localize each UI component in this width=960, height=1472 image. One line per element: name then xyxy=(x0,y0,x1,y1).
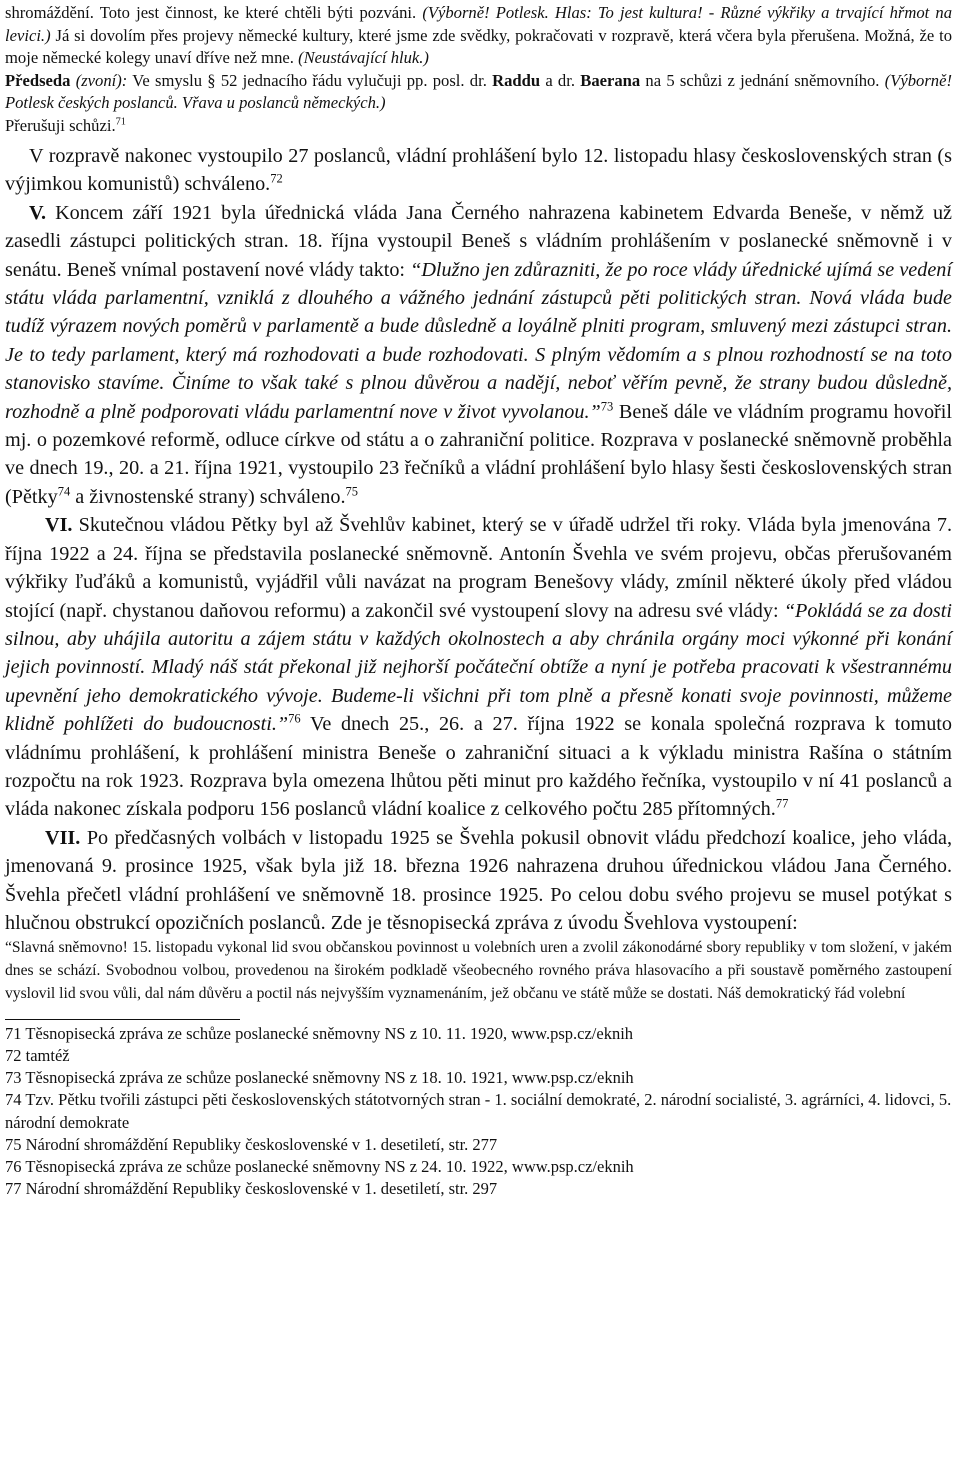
paragraph xyxy=(5,142,952,199)
quotation: “Pokládá se za dosti silnou, aby uhájila autoritu a zájem státu v každých okolnostech a aby chránila orgány moci výkonné při konání jejich povinností. Mladý náš stát překonal již nejhorší počáteční obtíže a nyní je potřeba pracovati k všestrannému upevnění jeho demokratického vývoje. Budeme-li všichni při tom plně a přesně konati svoje povinnosti, můžeme klidně pohlížeti do budoucnosti.” xyxy=(5,599,953,736)
speech-text: a dr. xyxy=(545,70,575,90)
deputy-name: Baerana xyxy=(580,70,641,90)
speech-excerpt xyxy=(5,2,952,137)
speech-text: shromáždění. Toto jest činnost, ke které chtěli býti pozváni. xyxy=(5,3,417,22)
footnote: 71 Těsnopisecká zpráva ze schůze poslanecké sněmovny NS z 10. 11. 1920, www.psp.cz/eknih xyxy=(5,1024,634,1044)
paragraph-text: V rozpravě nakonec vystoupilo 27 poslanců, vládní prohlášení bylo 12. listopadu hlasy československých stran (s výjimkou komunistů) schváleno. xyxy=(5,145,952,196)
speech-interjection: (Výborně! Potlesk. Hlas: To jest kultura! - Různé výkřiky a trvající hřmot na levici.) xyxy=(5,3,952,45)
paragraph-text: a živnostenské strany) schváleno. xyxy=(75,485,346,508)
footnote-ref[interactable]: 75 xyxy=(345,484,359,499)
footnote: 76 Těsnopisecká zpráva ze schůze poslanecké sněmovny NS z 24. 10. 1922, www.psp.cz/eknih xyxy=(5,1156,634,1176)
paragraph xyxy=(5,824,952,938)
footnote-ref[interactable]: 71 xyxy=(115,115,126,127)
footnote-separator xyxy=(5,1019,240,1020)
paragraph-text: Ve dnech 25., 26. a 27. října 1922 se konala společná rozprava k tomuto vládnímu prohlášení, k prohlášení ministra Beneše o zahraniční situaci a k výkladu ministra Rašína o státním rozpočtu na rok 1923. Rozprava byla omezena lhůtou pěti minut pro každého řečníka, vystoupilo v ní 41 poslanců a vláda nakonec získala podporu 156 poslanců vládní koalice z celkového počtu 285 přítomných. xyxy=(5,713,953,821)
speech-interjection: (Výborně! Potlesk českých poslanců. Vřava u poslanců německých.) xyxy=(5,70,952,112)
footnote-ref[interactable]: 77 xyxy=(775,796,789,811)
speech-text: Já si dovolím přes projevy německé kultury, které jsme zde svědky, pokračovati v rozpravě, která včera byla přerušena. Možná, že to moje německé kolegy unaví dříve než mne. xyxy=(5,25,952,67)
paragraph-text: Beneš dále ve vládním programu hovořil mj. o pozemkové reformě, odluce církve od státu a o zahraniční politice. Rozprava v poslanecké sněmovně proběhla ve dnech 19., 20. a 21. října 1921, vystoupilo 23 řečníků a vládní prohlášení bylo hlasy šesti československých stran (Pětky xyxy=(5,400,952,508)
deputy-name: Raddu xyxy=(492,70,541,90)
speech-text: na 5 schůzi z jednání sněmovního. xyxy=(645,70,880,90)
paragraph xyxy=(5,199,952,511)
footnote: 72 tamtéž xyxy=(5,1046,70,1066)
stenographic-quote: “Slavná sněmovno! 15. listopadu vykonal lid svou občanskou povinnost u volebních uren a zvolil zákonodárné sbory republiky v tom složení, v jakém dnes se schází. Svobodnou volbou, provedenou na širokém podkladě všeobecného rovného práva hlasovacího a při soustavě poměrného zastoupení vyslovil lid svou vůli, dal nám důvěru a poctil nás nejvyšším vyznamenáním, jež občanu ve státě může se dostati. Náš demokratický řád volební xyxy=(5,939,952,1002)
speaker-action: (zvoní): xyxy=(75,70,128,90)
footnote: 77 Národní shromáždění Republiky československé v 1. desetiletí, str. 297 xyxy=(5,1178,498,1198)
speaker-name: Předseda xyxy=(5,70,71,90)
speech-text: Přerušuji schůzi. xyxy=(5,115,116,135)
quotation: “Dlužno jen zdůrazniti, že po roce vlády úřednické ujímá se vedení státu vláda parlamentní, vzniklá z dlouhého a vážného jednání zástupců pěti politických stran. Nová vláda bude tudíž výrazem nových poměrů v parlamentě a bude důsledně a loyálně plniti program, smluvený mezi zástupci stran. Je to tedy parlament, který má rozhodovati a bude rozhodovati. S plným vědomím a s plnou rozhodností se na toto stanovisko stavíme. Činíme to však také s plnou důvěrou a nadějí, neboť věřím pevně, že strany budou důsledně, rozhodně a plně podporovati vládu parlamentní nove v život vyvolanou.” xyxy=(5,258,952,423)
paragraph xyxy=(5,511,952,823)
speech-text: Ve smyslu § 52 jednacího řádu vylučuji pp. posl. dr. xyxy=(132,70,487,90)
section-numeral: VI. xyxy=(45,514,73,537)
footnote-ref[interactable]: 73 xyxy=(600,398,614,413)
footnotes xyxy=(5,1023,952,1200)
footnote-ref[interactable]: 74 xyxy=(57,484,71,499)
footnote: 75 Národní shromáždění Republiky československé v 1. desetiletí, str. 277 xyxy=(5,1134,498,1154)
section-numeral: V. xyxy=(29,201,47,224)
section-numeral: VII. xyxy=(45,826,81,849)
footnote-ref[interactable]: 72 xyxy=(270,171,283,186)
paragraph-text: Skutečnou vládou Pětky byl až Švehlův kabinet, který se v úřadě udržel tři roky. Vláda byla jmenována 7. října 1922 a 24. října se představila poslanecké sněmovně. Antonín Švehla ve svém projevu, občas přerušovaném výkřiky ľuďáků a komunistů, vyjádřil vůli navázat na program Benešovy vlády, zmínil některé úkoly před vládou stojící (např. chystanou daňovou reformu) a zakončil své vystoupení slovy na adresu své vlády: xyxy=(5,514,952,622)
footnote: 74 Tzv. Pětku tvořili zástupci pěti československých státotvorných stran - 1. sociální demokraté, 2. národní socialisté, 3. agrárníci, 4. lidovci, 5. národní demokrate xyxy=(5,1090,952,1132)
paragraph-text: Po předčasných volbách v listopadu 1925 se Švehla pokusil obnovit vládu předchozí koalice, jeho vláda, jmenovaná 9. prosince 1925, však byla již 18. března 1926 nahrazena druhou úřednickou vládou Jana Černého. Švehla přečetl vládní prohlášení ve sněmovně 18. prosince 1925. Po celou dobu svého projevu se musel potýkat s hlučnou obstrukcí opozičních poslanců. Zde je těsnopisecká zpráva z úvodu Švehlova vystoupení: xyxy=(5,826,952,934)
speech-interjection: (Neustávající hluk.) xyxy=(298,48,429,67)
footnote-ref[interactable]: 76 xyxy=(288,711,301,726)
footnote: 73 Těsnopisecká zpráva ze schůze poslanecké sněmovny NS z 18. 10. 1921, www.psp.cz/eknih xyxy=(5,1068,634,1088)
paragraph-text: Koncem září 1921 byla úřednická vláda Jana Černého nahrazena kabinetem Edvarda Beneše, v němž už zasedli zástupci politických stran. 18. října vystoupil Beneš s vládním prohlášením v poslanecké sněmovně i v senátu. Beneš vnímal postavení nové vlády takto: xyxy=(5,201,953,281)
